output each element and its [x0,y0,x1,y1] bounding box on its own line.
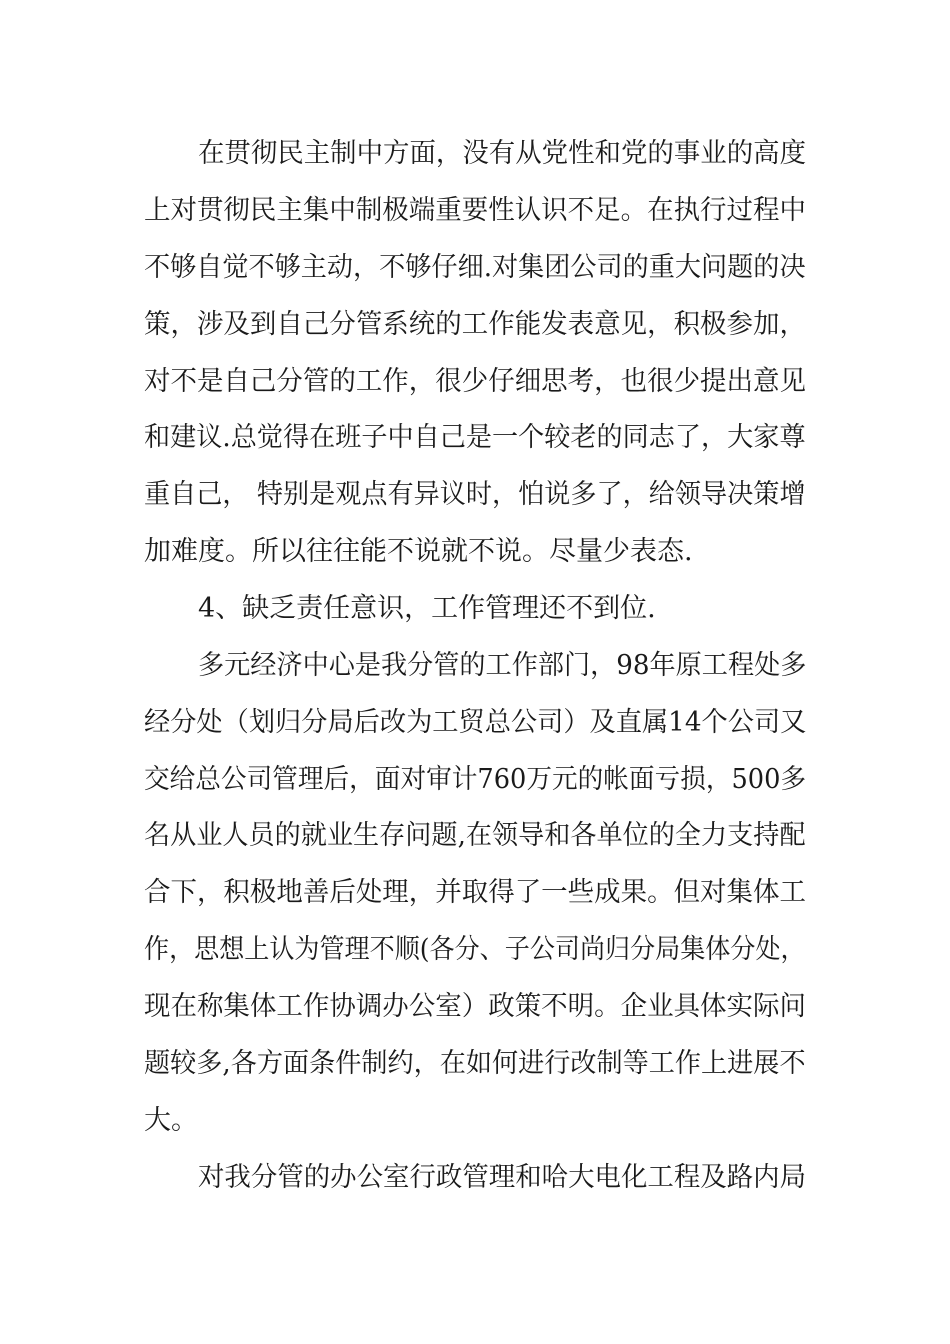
text-line: 对我分管的办公室行政管理和哈大电化工程及路内局 [198,1162,807,1193]
text-line: 经分处（划归分局后改为工贸总公司）及直属14个公司又 [144,707,807,738]
section-heading: 4、缺乏责任意识，工作管理还不到位. [198,593,656,624]
text-line: 合下，积极地善后处理，并取得了一些成果。但对集体工 [144,877,806,908]
text-line: 交给总公司管理后，面对审计760万元的帐面亏损，500多 [144,764,807,795]
text-line: 在贯彻民主制中方面，没有从党性和党的事业的高度 [198,138,807,169]
text-line: 和建议.总觉得在班子中自己是一个较老的同志了，大家尊 [144,422,806,453]
text-line: 加难度。所以往往能不说就不说。尽量少表态. [144,536,693,567]
text-line: 名从业人员的就业生存问题,在领导和各单位的全力支持配 [144,820,806,851]
text-line: 上对贯彻民主集中制极端重要性认识不足。在执行过程中 [144,195,806,226]
text-line: 不够自觉不够主动，不够仔细.对集团公司的重大问题的决 [144,252,806,283]
text-line: 对不是自己分管的工作，很少仔细思考，也很少提出意见 [144,366,806,397]
text-line: 作，思想上认为管理不顺(各分、子公司尚归分局集体分处， [144,934,806,965]
text-line: 题较多,各方面条件制约，在如何进行改制等工作上进展不 [144,1048,806,1079]
text-line: 现在称集体工作协调办公室）政策不明。企业具体实际问 [144,991,806,1022]
text-line: 重自己， 特别是观点有异议时，怕说多了，给领导决策增 [144,479,806,510]
text-line: 策，涉及到自己分管系统的工作能发表意见，积极参加， [144,309,806,340]
text-line: 大。 [144,1105,198,1136]
text-line: 多元经济中心是我分管的工作部门，98年原工程处多 [198,650,807,681]
